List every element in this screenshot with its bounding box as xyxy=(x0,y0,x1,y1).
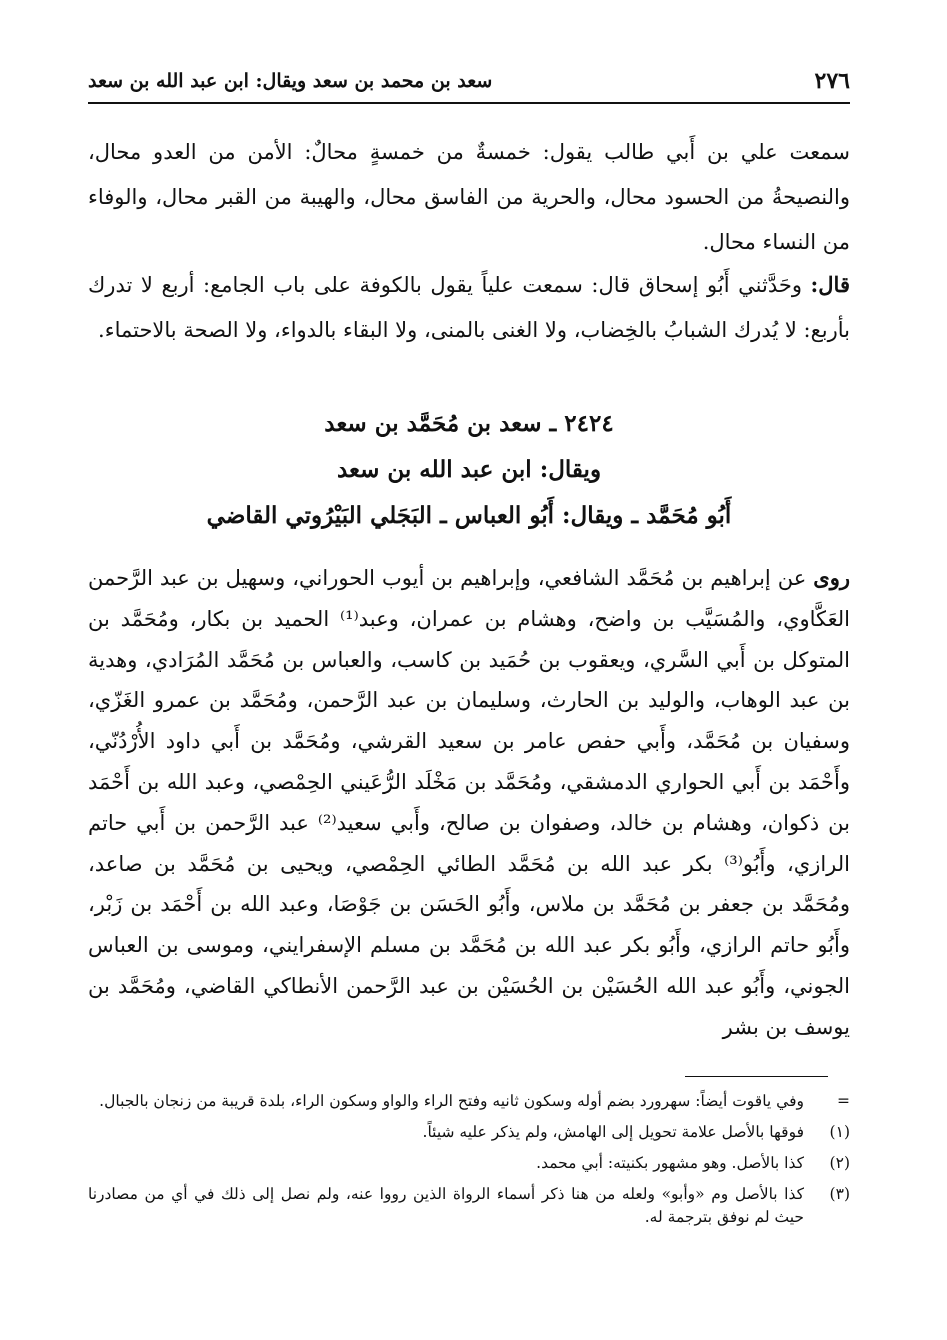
footnote-text: كذا بالأصل. وهو مشهور بكنيته: أبي محمد. xyxy=(536,1154,804,1172)
paragraph-2-lead: قال: xyxy=(810,272,850,297)
footnote-mark: = xyxy=(837,1092,850,1110)
footnote xyxy=(88,1121,850,1144)
paragraph-2-text: وحَدَّثني أَبُو إسحاق قال: سمعت علياً يقول بالكوفة على باب الجامع: أربع لا تدرك بأربع: لا يُدرك الشبابُ بالخِضاب، ولا الغنى بالمنى، ولا البقاء بالدواء، ولا الصحة بالاحتماء. xyxy=(88,273,850,342)
footnote xyxy=(88,1090,850,1113)
footnote-divider xyxy=(685,1076,828,1077)
entry-heading-alt-name: ويقال: ابن عبد الله بن سعد xyxy=(336,456,602,483)
entry-body xyxy=(88,558,850,1048)
footnote-mark: (٢) xyxy=(829,1154,850,1172)
footnote-mark: (٣) xyxy=(829,1185,850,1203)
paragraph-2 xyxy=(88,262,850,353)
footnote xyxy=(88,1152,850,1175)
footnote-text: وفي ياقوت أيضاً: سهرورد بضم أوله وسكون ثانيه وفتح الراء والواو وسكون الراء، بلدة قريبة من زنجان بالجبال. xyxy=(99,1092,804,1110)
footnote xyxy=(88,1183,850,1229)
footnote-text: كذا بالأصل وم «وأبو» ولعله من هنا ذكر أسماء الرواة الذين رووا عنه، ولم نصل إلى ذلك في أي من مصادرنا حيث لم نوفق بترجمة له. xyxy=(88,1185,804,1226)
entry-heading-kunya: أَبُو مُحَمَّد ـ ويقال: أَبُو العباس ـ البَجَلي البَيْرُوتي القاضي xyxy=(206,502,732,529)
page-number: ٢٧٦ xyxy=(814,68,850,94)
page-header xyxy=(88,68,850,102)
footnote-text: فوقها بالأصل علامة تحويل إلى الهامش، ولم يذكر عليه شيئاً. xyxy=(422,1123,804,1141)
entry-body-lead: روى xyxy=(813,565,850,590)
entry-heading-number-name: ٢٤٢٤ ـ سعد بن مُحَمَّد بن سعد xyxy=(324,410,614,437)
footnotes xyxy=(88,1090,850,1237)
header-divider xyxy=(88,102,850,104)
running-title: سعد بن محمد بن سعد ويقال: ابن عبد الله بن سعد xyxy=(88,70,493,92)
paragraph-1: سمعت علي بن أَبي طالب يقول: خمسةٌ من خمسةٍ محالٌ: الأمن من العدو محال، والنصيحةُ من الحسود محال، والحرية من الفاسق محال، والهيبة من القبر محال، والوفاء من النساء محال. xyxy=(88,140,850,254)
entry-body-text: عن إبراهيم بن مُحَمَّد الشافعي، وإبراهيم بن أيوب الحوراني، وسهيل بن عبد الرَّحمن العَكَّاوي، والمُسَيَّب بن واضح، وهشام بن عمران، وعبد⁽¹⁾ الحميد بن بكار، ومُحَمَّد بن المتوكل بن أَبي السَّري، ويعقوب بن حُمَيد بن كاسب، والعباس بن مُحَمَّد المُرَادي، وهدية بن عبد الوهاب، والوليد بن الحارث، وسليمان بن عبد الرَّحمن، ومُحَمَّد بن عمرو الغَزّي، وسفيان بن مُحَمَّد، وأَبي حفص عامر بن سعيد القرشي، ومُحَمَّد بن أَبي داود الأُرْدُنّي، وأَحْمَد بن أَبي الحواري الدمشقي، ومُحَمَّد بن مَخْلَد الرُّعَيني الحِمْصي، وعبد الله بن أَحْمَد بن ذكوان، وهشام بن خالد، وصفوان بن صالح، وأَبي سعيد⁽²⁾ عبد الرَّحمن بن أَبي حاتم الرازي، وأَبُو⁽³⁾ بكر عبد الله بن مُحَمَّد الطائي الحِمْصي، ويحيى بن مُحَمَّد بن صاعد، ومُحَمَّد بن جعفر بن مُحَمَّد بن ملاس، وأَبُو الحَسَن بن جَوْصَا، وعبد الله بن أَحْمَد بن زَبْر، وأَبُو حاتم الرازي، وأَبُو بكر عبد الله بن مُحَمَّد بن مسلم الإسفرايني، وموسى بن العباس الجوني، وأَبُو عبد الله الحُسَيْن بن الحُسَيْن بن عبد الرَّحمن الأنطاكي القاضي، ومُحَمَّد بن يوسف بن بشر xyxy=(88,566,851,1039)
footnote-mark: (١) xyxy=(829,1123,850,1141)
